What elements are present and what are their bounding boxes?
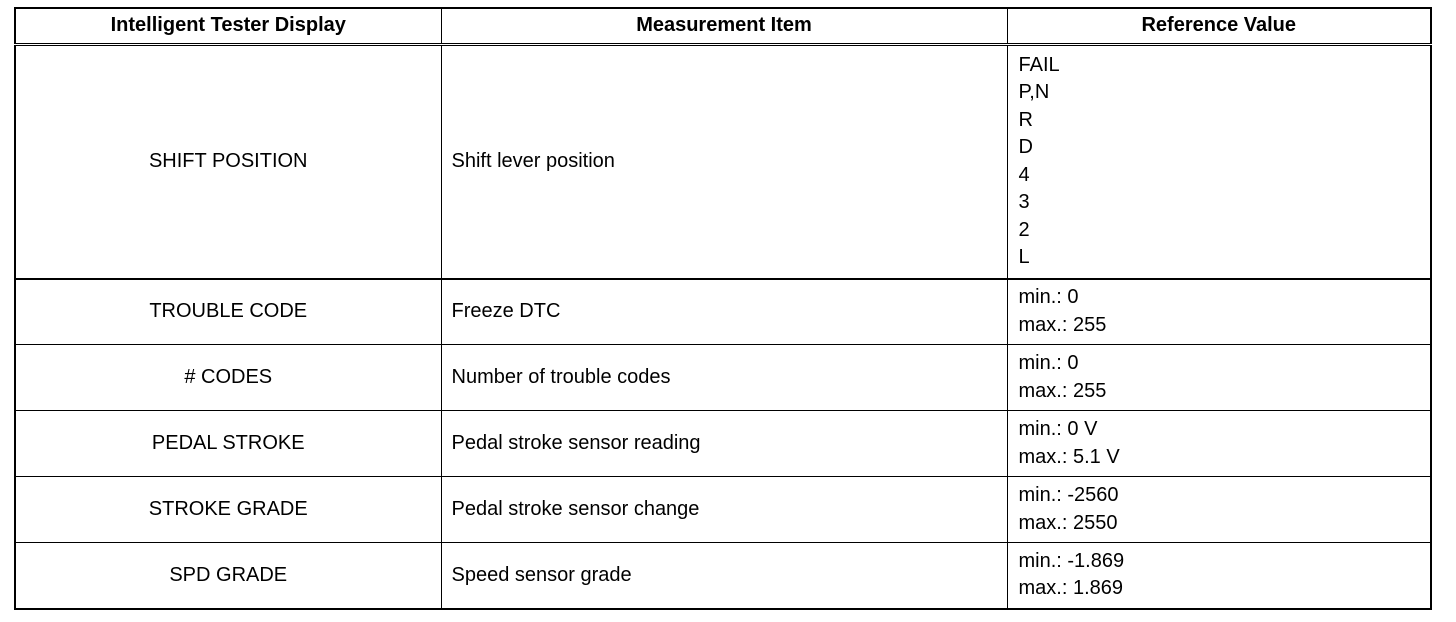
reference-max: max.: 1.869 <box>1018 577 1124 600</box>
header-row <box>15 8 1431 45</box>
reference-min: min.: -1.869 <box>1018 549 1125 572</box>
cell-display: SHIFT POSITION <box>15 45 441 279</box>
reference-line: D <box>1018 136 1033 159</box>
table-body <box>15 45 1431 609</box>
cell-measurement-item: Pedal stroke sensor change <box>441 477 1007 543</box>
cell-display: TROUBLE CODE <box>15 279 441 345</box>
reference-min: min.: -2560 <box>1018 484 1119 506</box>
table-row <box>15 279 1431 345</box>
cell-measurement-item: Pedal stroke sensor reading <box>441 411 1007 477</box>
table-row <box>15 543 1431 609</box>
cell-reference-value <box>1007 543 1431 609</box>
reference-max: max.: 255 <box>1018 313 1107 336</box>
cell-reference-value <box>1007 477 1431 543</box>
table-header <box>15 8 1431 45</box>
reference-max: max.: 2550 <box>1018 511 1118 534</box>
reference-line: FAIL <box>1018 53 1060 76</box>
cell-reference-value <box>1007 45 1431 279</box>
reference-line: L <box>1018 246 1030 269</box>
table-row <box>15 477 1431 543</box>
cell-display: PEDAL STROKE <box>15 411 441 477</box>
cell-display: # CODES <box>15 345 441 411</box>
reference-min: min.: 0 <box>1018 286 1079 309</box>
table-row <box>15 45 1431 279</box>
cell-measurement-item: Speed sensor grade <box>441 543 1007 609</box>
reference-max: max.: 5.1 V <box>1018 445 1120 468</box>
header-reference-value: Reference Value <box>1007 8 1431 45</box>
cell-display: STROKE GRADE <box>15 477 441 543</box>
reference-table <box>14 7 1432 610</box>
reference-line: 2 <box>1018 218 1030 241</box>
cell-reference-value <box>1007 411 1431 477</box>
cell-measurement-item: Freeze DTC <box>441 279 1007 345</box>
cell-display: SPD GRADE <box>15 543 441 609</box>
reference-line: 4 <box>1018 163 1030 186</box>
cell-measurement-item: Shift lever position <box>441 45 1007 279</box>
header-measurement-item: Measurement Item <box>441 8 1007 45</box>
reference-line: R <box>1018 108 1033 131</box>
cell-reference-value <box>1007 279 1431 345</box>
reference-min: min.: 0 V <box>1018 418 1098 440</box>
table-row <box>15 411 1431 477</box>
reference-min: min.: 0 <box>1018 352 1079 374</box>
reference-line: 3 <box>1018 191 1030 214</box>
table-row <box>15 345 1431 411</box>
header-tester-display: Intelligent Tester Display <box>15 8 441 45</box>
reference-line: P,N <box>1018 81 1050 104</box>
cell-measurement-item: Number of trouble codes <box>441 345 1007 411</box>
reference-max: max.: 255 <box>1018 379 1107 402</box>
cell-reference-value <box>1007 345 1431 411</box>
